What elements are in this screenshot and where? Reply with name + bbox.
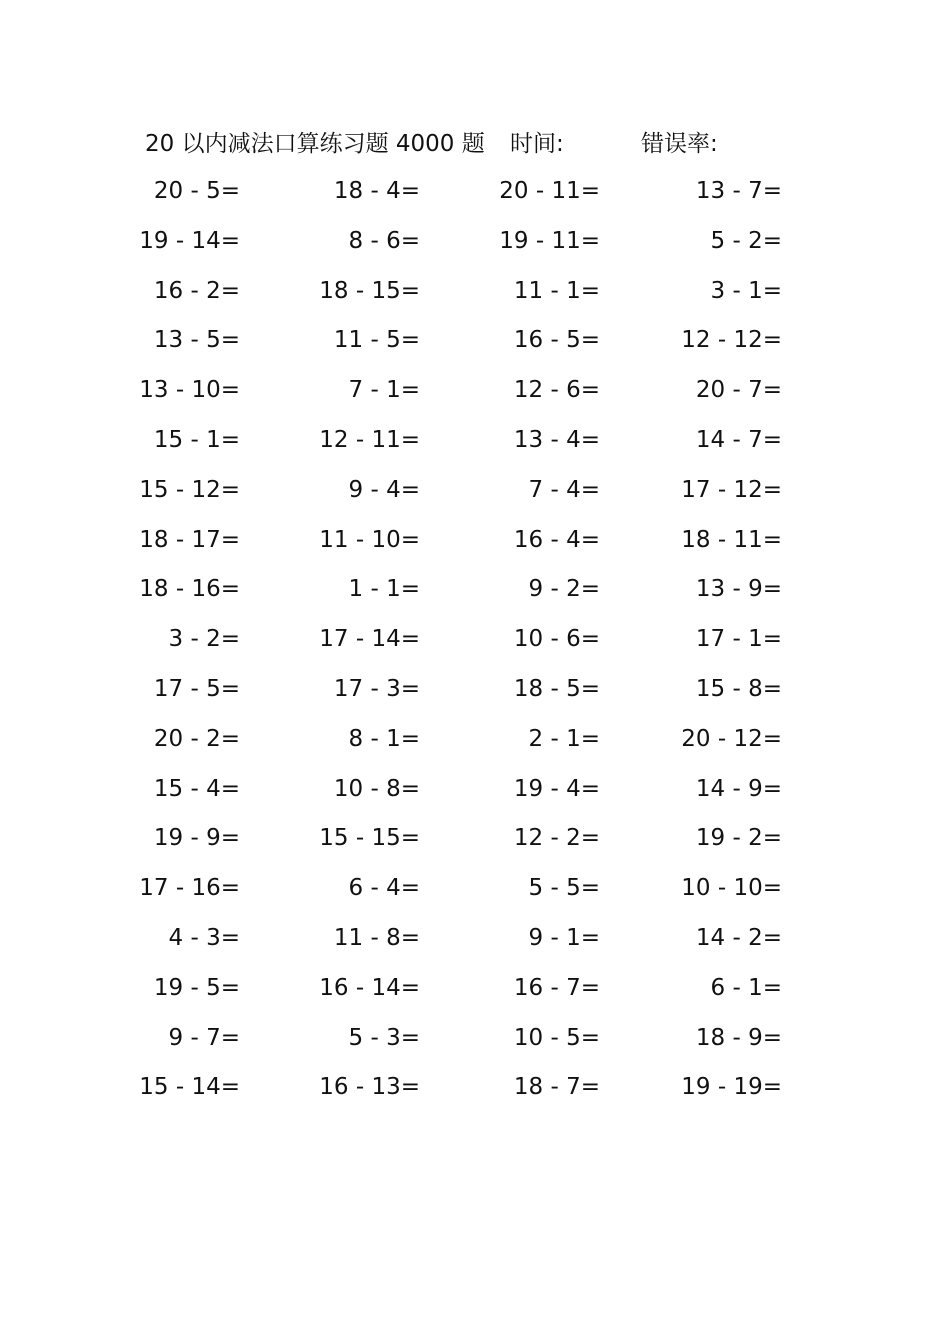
subtraction-problem: 14 - 2= [695,924,782,951]
subtraction-problem: 10 - 8= [333,775,420,802]
problem-row [0,764,950,814]
subtraction-problem: 11 - 8= [333,924,420,951]
subtraction-problem: 9 - 4= [348,476,420,503]
problem-row [0,714,950,764]
subtraction-problem: 20 - 11= [499,178,600,204]
subtraction-problem: 15 - 14= [139,1074,240,1101]
time-label: 时间: [510,131,564,157]
subtraction-problem: 16 - 14= [319,974,420,1001]
problem-grid [0,166,950,1112]
subtraction-problem: 6 - 4= [348,875,420,902]
subtraction-problem: 8 - 6= [348,227,420,254]
subtraction-problem: 15 - 1= [153,426,240,453]
subtraction-problem: 11 - 5= [333,327,420,354]
problem-row [0,315,950,365]
subtraction-problem: 20 - 2= [153,725,240,752]
subtraction-problem: 1 - 1= [348,576,420,603]
subtraction-problem: 5 - 3= [348,1024,420,1051]
problem-row [0,515,950,565]
subtraction-problem: 11 - 1= [513,277,600,304]
problem-row [0,1013,950,1063]
subtraction-problem: 17 - 1= [695,626,782,653]
problem-row [0,216,950,266]
subtraction-problem: 10 - 10= [681,875,782,902]
subtraction-problem: 17 - 16= [139,875,240,902]
subtraction-problem: 19 - 19= [681,1074,782,1101]
subtraction-problem: 15 - 12= [139,476,240,503]
subtraction-problem: 16 - 5= [513,327,600,354]
problem-row [0,664,950,714]
subtraction-problem: 19 - 14= [139,227,240,254]
subtraction-problem: 16 - 13= [319,1074,420,1101]
subtraction-problem: 9 - 7= [168,1024,240,1051]
problem-row [0,465,950,515]
subtraction-problem: 20 - 7= [695,377,782,404]
subtraction-problem: 13 - 10= [139,377,240,404]
problem-row [0,813,950,863]
subtraction-problem: 19 - 2= [695,825,782,852]
subtraction-problem: 11 - 10= [319,526,420,553]
subtraction-problem: 7 - 1= [348,377,420,404]
subtraction-problem: 3 - 1= [710,277,782,304]
error-rate-label: 错误率: [641,131,718,157]
subtraction-problem: 20 - 12= [681,725,782,752]
subtraction-problem: 18 - 15= [319,277,420,304]
subtraction-problem: 19 - 9= [153,825,240,852]
subtraction-problem: 18 - 7= [513,1074,600,1101]
subtraction-problem: 17 - 3= [333,675,420,702]
problem-row [0,913,950,963]
problem-row [0,564,950,614]
subtraction-problem: 16 - 2= [153,277,240,304]
problem-row [0,166,950,216]
subtraction-problem: 9 - 1= [528,924,600,951]
subtraction-problem: 3 - 2= [168,626,240,653]
subtraction-problem: 4 - 3= [168,924,240,951]
subtraction-problem: 10 - 6= [513,626,600,653]
subtraction-problem: 15 - 4= [153,775,240,802]
subtraction-problem: 6 - 1= [710,974,782,1001]
subtraction-problem: 17 - 14= [319,626,420,653]
worksheet-title: 20 以内减法口算练习题 4000 题 [145,131,485,157]
subtraction-problem: 5 - 2= [710,227,782,254]
subtraction-problem: 8 - 1= [348,725,420,752]
subtraction-problem: 10 - 5= [513,1024,600,1051]
subtraction-problem: 14 - 7= [695,426,782,453]
subtraction-problem: 18 - 17= [139,526,240,553]
problem-row [0,266,950,316]
subtraction-problem: 19 - 4= [513,775,600,802]
subtraction-problem: 12 - 12= [681,327,782,354]
subtraction-problem: 13 - 5= [153,327,240,354]
subtraction-problem: 12 - 6= [513,377,600,404]
subtraction-problem: 18 - 9= [695,1024,782,1051]
subtraction-problem: 18 - 11= [681,526,782,553]
subtraction-problem: 13 - 4= [513,426,600,453]
subtraction-problem: 18 - 5= [513,675,600,702]
subtraction-problem: 12 - 2= [513,825,600,852]
subtraction-problem: 18 - 4= [333,178,420,204]
subtraction-problem: 15 - 8= [695,675,782,702]
problem-row [0,415,950,465]
subtraction-problem: 17 - 5= [153,675,240,702]
subtraction-problem: 7 - 4= [528,476,600,503]
subtraction-problem: 15 - 15= [319,825,420,852]
problem-row [0,365,950,415]
worksheet-header [145,124,845,164]
subtraction-problem: 16 - 7= [513,974,600,1001]
problem-row [0,963,950,1013]
problem-row [0,1062,950,1112]
subtraction-problem: 20 - 5= [153,178,240,204]
subtraction-problem: 5 - 5= [528,875,600,902]
problem-row [0,863,950,913]
subtraction-problem: 12 - 11= [319,426,420,453]
subtraction-problem: 13 - 7= [695,178,782,204]
subtraction-problem: 13 - 9= [695,576,782,603]
subtraction-problem: 2 - 1= [528,725,600,752]
problem-row [0,614,950,664]
subtraction-problem: 14 - 9= [695,775,782,802]
subtraction-problem: 19 - 11= [499,227,600,254]
subtraction-problem: 16 - 4= [513,526,600,553]
subtraction-problem: 9 - 2= [528,576,600,603]
subtraction-problem: 19 - 5= [153,974,240,1001]
subtraction-problem: 18 - 16= [139,576,240,603]
subtraction-problem: 17 - 12= [681,476,782,503]
